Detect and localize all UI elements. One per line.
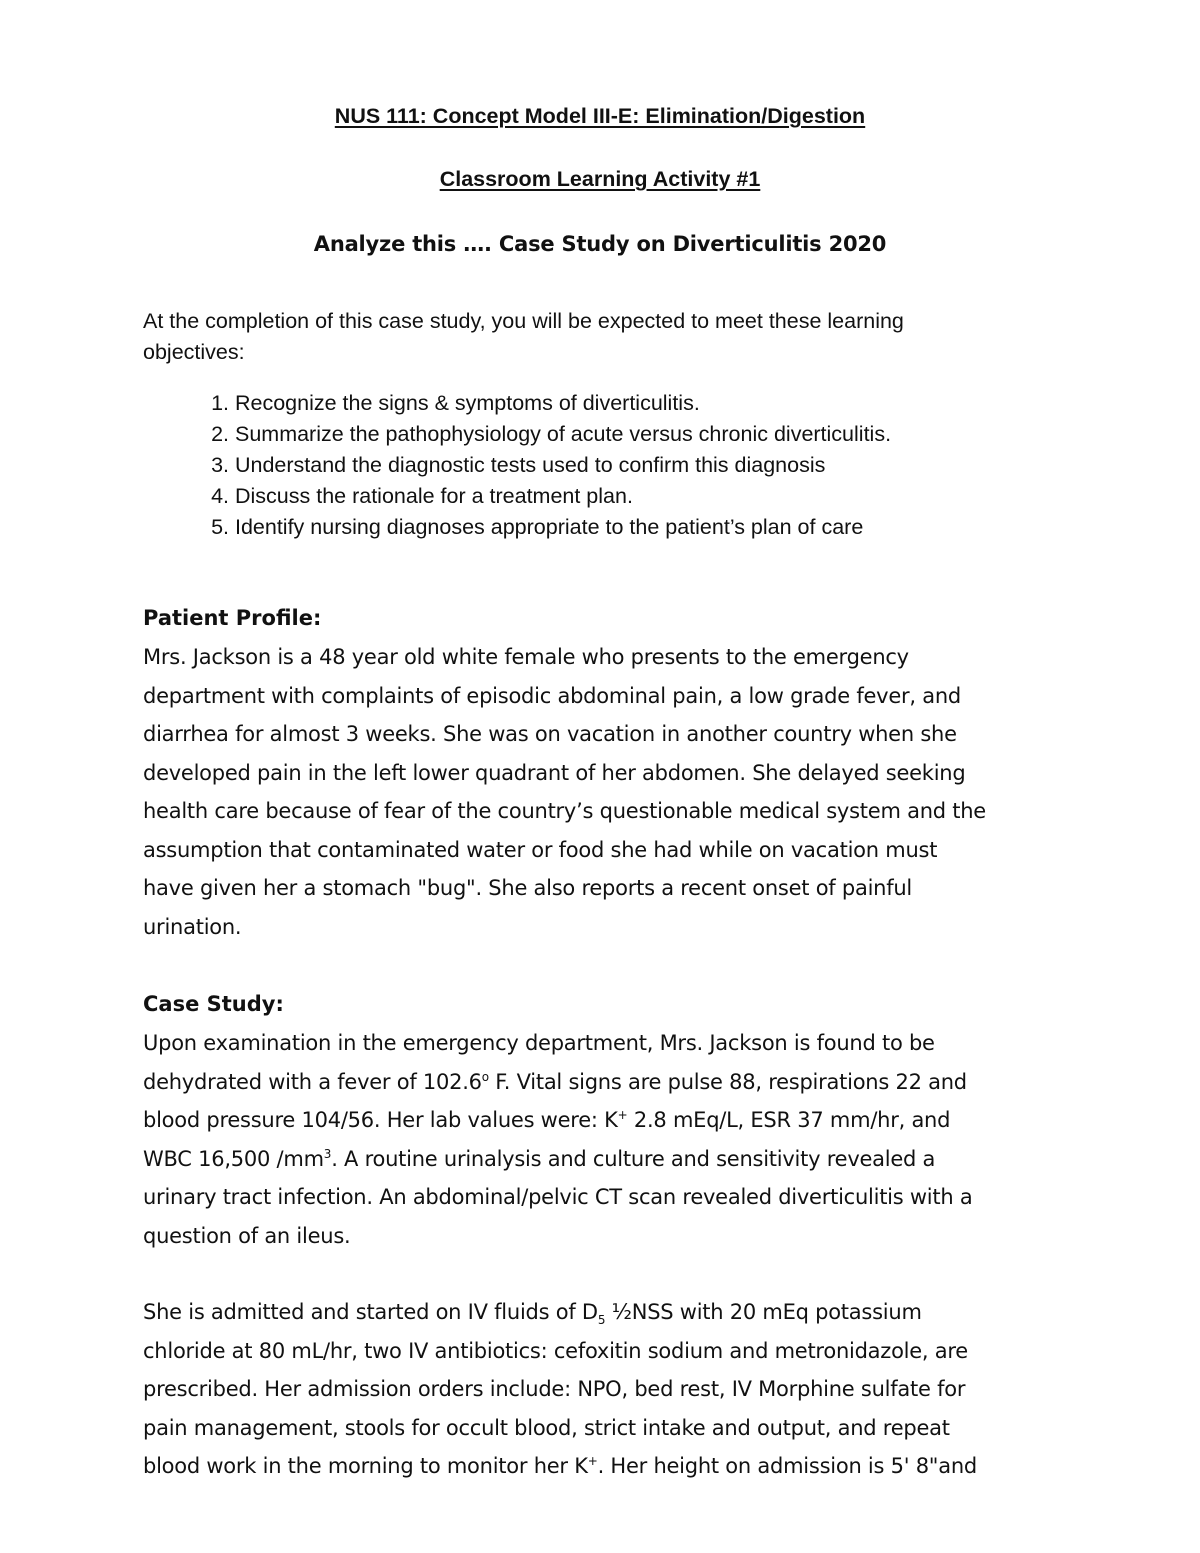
paragraph-line: assumption that contaminated water or food she had while on vacation must — [143, 837, 938, 862]
objective-item — [143, 481, 1043, 512]
paragraph-line: developed pain in the left lower quadrant of her abdomen. She delayed seeking — [143, 760, 966, 785]
paragraph-line: pain management, stools for occult blood, strict intake and output, and repeat — [143, 1415, 950, 1440]
objective-number: 4. — [211, 484, 229, 508]
text-run: . Her height on admission is 5' 8"and — [597, 1454, 977, 1478]
text-run: dehydrated with a fever of 102.6 — [143, 1069, 482, 1094]
plus-superscript: + — [617, 1108, 628, 1122]
paragraph-line: chloride at 80 mL/hr, two IV antibiotics: cefoxitin sodium and metronidazole, are — [143, 1338, 968, 1363]
text-run: She is admitted and started on IV fluids of D — [143, 1300, 598, 1324]
paragraph-line: diarrhea for almost 3 weeks. She was on vacation in another country when she — [143, 722, 957, 746]
objective-item — [143, 388, 1043, 419]
course-title: NUS 111: Concept Model III-E: Elimination/Digestion — [334, 104, 866, 128]
degree-superscript: o — [481, 1069, 489, 1084]
objective-text: Understand the diagnostic tests used to confirm this diagnosis — [234, 453, 826, 477]
paragraph-line: health care because of fear of the country’s questionable medical system and the — [143, 799, 986, 823]
objective-text: Summarize the pathophysiology of acute versus chronic diverticulitis. — [234, 422, 892, 446]
case-study-paragraph — [143, 1024, 1063, 1255]
text-run: 2.8 mEq/L, ESR 37 mm/hr, and — [627, 1108, 951, 1132]
paragraph-line: urinary tract infection. An abdominal/pelvic CT scan revealed diverticulitis with a — [143, 1185, 973, 1209]
case-study-heading: Case Study: — [143, 992, 284, 1016]
patient-profile-paragraph — [143, 638, 1063, 946]
text-run: blood pressure 104/56. Her lab values were: K — [143, 1108, 618, 1132]
objective-text: Discuss the rationale for a treatment plan. — [234, 484, 633, 508]
patient-profile-heading: Patient Profile: — [143, 606, 322, 630]
paragraph-line: department with complaints of episodic abdominal pain, a low grade fever, and — [143, 683, 961, 708]
paragraph-line — [143, 1063, 1063, 1102]
paragraph-line: question of an ileus. — [143, 1223, 351, 1248]
paragraph-line: Mrs. Jackson is a 48 year old white female who presents to the emergency — [143, 645, 909, 669]
objective-item — [143, 512, 1043, 543]
paragraph-line: have given her a stomach "bug". She also reports a recent onset of painful — [143, 876, 912, 900]
paragraph-line — [143, 1293, 1063, 1332]
objective-number: 3. — [211, 453, 229, 477]
case-study-title: Analyze this …. Case Study on Diverticulitis 2020 — [313, 232, 887, 256]
plus-superscript: + — [587, 1454, 598, 1468]
objective-item — [143, 419, 1043, 450]
learning-objectives-list — [143, 388, 1043, 543]
d5-subscript: 5 — [597, 1313, 606, 1328]
text-run: WBC 16,500 /mm — [143, 1146, 324, 1171]
text-run: ½NSS with 20 mEq potassium — [605, 1300, 922, 1324]
admission-paragraph — [143, 1293, 1063, 1486]
text-run: . A routine urinalysis and culture and sensitivity revealed a — [331, 1146, 936, 1171]
paragraph-line: prescribed. Her admission orders include: NPO, bed rest, IV Morphine sulfate for — [143, 1377, 966, 1401]
paragraph-line — [143, 1140, 1063, 1179]
paragraph-line: urination. — [143, 914, 242, 939]
objective-text: Identify nursing diagnoses appropriate to the patient’s plan of care — [234, 515, 864, 539]
paragraph-line — [143, 1101, 1063, 1140]
paragraph-line: Upon examination in the emergency department, Mrs. Jackson is found to be — [143, 1031, 935, 1055]
objective-item — [143, 450, 1043, 481]
paragraph-line — [143, 1447, 1063, 1486]
objective-number: 1. — [211, 391, 229, 415]
objective-number: 2. — [211, 422, 229, 446]
intro-paragraph: At the completion of this case study, you will be expected to meet these learning objectives: — [143, 309, 904, 364]
cubed-superscript: 3 — [323, 1146, 332, 1161]
objective-number: 5. — [211, 515, 229, 539]
activity-title: Classroom Learning Activity #1 — [439, 167, 761, 191]
objective-text: Recognize the signs & symptoms of diverticulitis. — [234, 391, 700, 415]
text-run: blood work in the morning to monitor her K — [143, 1454, 588, 1478]
text-run: F. Vital signs are pulse 88, respirations 22 and — [488, 1069, 967, 1094]
